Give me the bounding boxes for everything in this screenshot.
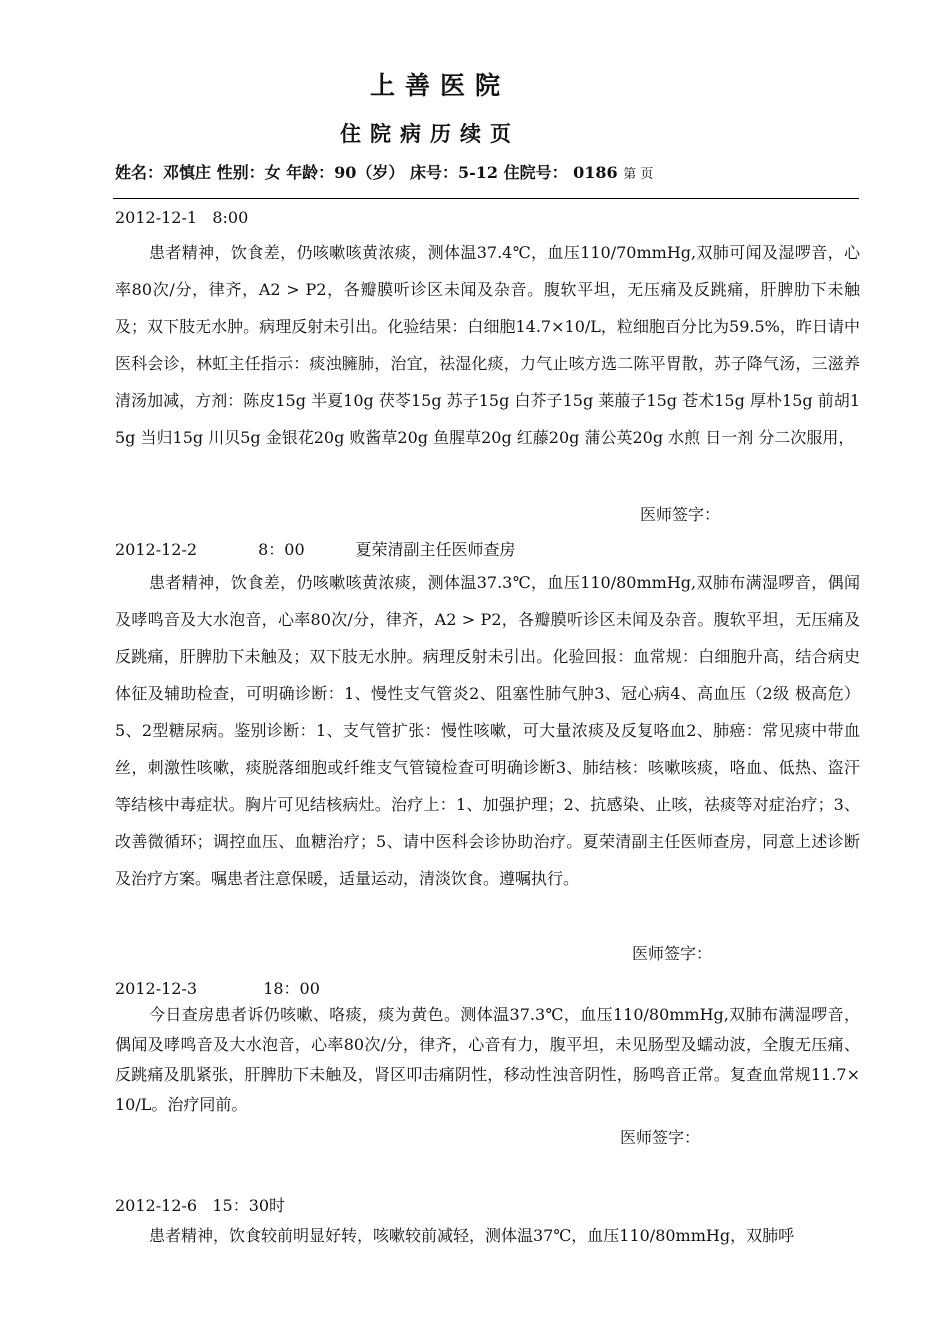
header-divider <box>113 198 859 199</box>
entry-1-signature: 医师签字： <box>640 505 721 524</box>
entry-1-text: 患者精神，饮食差，仍咳嗽咳黄浓痰，测体温37.4℃，血压110/70mmHg,双肺可闻及湿啰音，心率80次/分，律齐，A2 > P2，各瓣膜听诊区未闻及杂音。腹软平坦，无压痛及反跳痛，肝脾肋下未触及；双下肢无水肿。病理反射未引出。化验结果：白细胞14.7×10/L，粒细胞百分比为59.5%，昨日请中医科会诊，林虹主任指示：痰浊臃肺，治宜，祛湿化痰，力气止咳方选二陈平胃散，苏子降气汤，三滋养清汤加减，方剂：陈皮15g 半夏10g 茯苓15g 苏子15g 白芥子15g 莱菔子15g 苍术15g 厚朴15g 前胡15g 当归15g 川贝5g 金银花20g 败酱草20g 鱼腥草20g 红藤20g 蒲公英20g 水煎 日一剂 分二次服用， <box>115 243 860 447</box>
entry-1-date: 2012-12-1 8:00 <box>115 208 249 227</box>
patient-details: 姓名：邓慎庄 性别：女 年龄：90（岁） 床号：5-12 住院号： 0186 <box>115 163 618 182</box>
entry-2-signature: 医师签字： <box>632 944 713 963</box>
page-number-label: 第 页 <box>623 167 654 182</box>
entry-3-date: 2012-12-3 18：00 <box>115 979 320 998</box>
entry-2-text: 患者精神，饮食差，仍咳嗽咳黄浓痰，测体温37.3℃，血压110/80mmHg,双肺布满湿啰音，偶闻及哮鸣音及大水泡音，心率80次/分，律齐，A2 > P2，各瓣膜听诊区未闻及杂音。腹软平坦，无压痛及反跳痛，肝脾肋下未触及；双下肢无水肿。病理反射未引出。化验回报：血常规：白细胞升高，结合病史体征及辅助检查，可明确诊断：1、慢性支气管炎2、阻塞性肺气肿3、冠心病4、高血压（2级 极高危）5、2型糖尿病。鉴别诊断：1、支气管扩张：慢性咳嗽，可大量浓痰及反复咯血2、肺癌：常见痰中带血丝，刺激性咳嗽，痰脱落细胞或纤维支气管镜检查可明确诊断3、肺结核：咳嗽咳痰，咯血、低热、盗汗等结核中毒症状。胸片可见结核病灶。治疗上：1、加强护理；2、抗感染、止咳，祛痰等对症治疗；3、改善微循环；调控血压、血糖治疗；5、请中医科会诊协助治疗。夏荣清副主任医师查房，同意上述诊断及治疗方案。嘱患者注意保暖，适量运动，清淡饮食。遵嘱执行。 <box>115 573 860 888</box>
entry-3-signature: 医师签字： <box>620 1128 701 1147</box>
hospital-name: 上善医院 <box>369 71 510 100</box>
entry-4-text: 患者精神，饮食较前明显好转，咳嗽较前减轻，测体温37℃，血压110/80mmHg，双肺呼 <box>149 1226 795 1245</box>
entry-3-text: 今日查房患者诉仍咳嗽、咯痰，痰为黄色。测体温37.3℃，血压110/80mmHg,双肺布满湿啰音，偶闻及哮鸣音及大水泡音，心率80次/分，律齐，心音有力，腹平坦，未见肠型及蠕动波，全腹无压痛、反跳痛及肌紧张，肝脾肋下未触及，肾区叩击痛阴性，移动性浊音阴性，肠鸣音正常。复查血常规11.7×10/L。治疗同前。 <box>115 1005 860 1114</box>
entry-4-date: 2012-12-6 15：30时 <box>115 1196 286 1215</box>
entry-2-date: 2012-12-2 8：00 夏荣清副主任医师查房 <box>115 540 516 559</box>
record-title: 住院病历续页 <box>340 121 520 146</box>
patient-info-line <box>115 160 875 183</box>
